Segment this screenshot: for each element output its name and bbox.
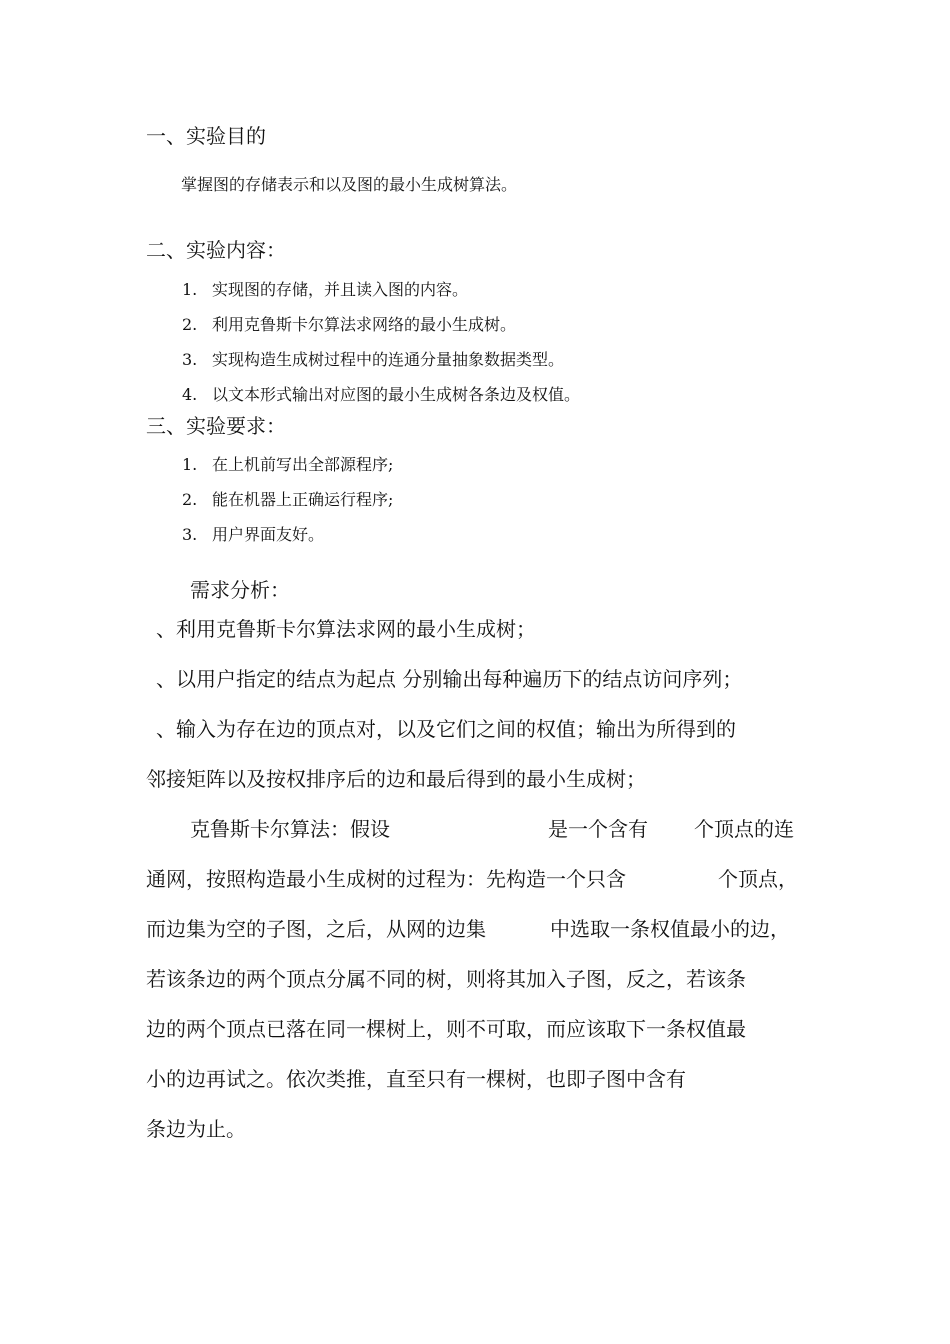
analysis-heading: 需求分析： (190, 578, 290, 602)
list-item (182, 455, 393, 475)
list-number: 4. (182, 385, 198, 404)
section-heading-content: 二、实验内容： (146, 238, 286, 262)
list-text: 利用克鲁斯卡尔算法求网络的最小生成树。 (212, 315, 517, 334)
analysis-line: 、利用克鲁斯卡尔算法求网的最小生成树； (156, 617, 536, 641)
kruskal-text: 条边为止。 (146, 1117, 246, 1141)
analysis-line: 、输入为存在边的顶点对，以及它们之间的权值；输出为所得到的 (156, 717, 736, 741)
list-text: 在上机前写出全部源程序; (212, 455, 394, 474)
kruskal-text: 克鲁斯卡尔算法：假设 (190, 817, 390, 841)
kruskal-text: 是一个含有 (548, 817, 648, 841)
section-heading-purpose: 一、实验目的 (146, 124, 266, 148)
analysis-line: 邻接矩阵以及按权排序后的边和最后得到的最小生成树； (146, 767, 646, 791)
list-number: 2. (182, 490, 198, 509)
list-number: 1. (182, 280, 198, 299)
list-text: 实现图的存储，并且读入图的内容。 (212, 280, 469, 299)
list-text: 以文本形式输出对应图的最小生成树各条边及权值。 (212, 385, 581, 404)
list-text: 用户界面友好。 (212, 525, 325, 544)
analysis-line: 、以用户指定的结点为起点 分别输出每种遍历下的结点访问序列； (156, 667, 743, 691)
kruskal-text: 而边集为空的子图，之后，从网的边集 (146, 917, 486, 941)
kruskal-text: 边的两个顶点已落在同一棵树上，则不可取，而应该取下一条权值最 (146, 1017, 746, 1041)
kruskal-text: 中选取一条权值最小的边， (550, 917, 790, 941)
list-number: 1. (182, 455, 198, 474)
kruskal-text: 若该条边的两个顶点分属不同的树，则将其加入子图，反之，若该条 (146, 967, 746, 991)
kruskal-text: 个顶点， (718, 867, 798, 891)
kruskal-text: 小的边再试之。依次类推，直至只有一棵树，也即子图中含有 (146, 1067, 686, 1091)
list-number: 3. (182, 525, 198, 544)
list-item (182, 315, 516, 335)
list-item (182, 385, 580, 405)
list-text: 能在机器上正确运行程序; (212, 490, 394, 509)
list-item (182, 350, 564, 370)
kruskal-text: 通网，按照构造最小生成树的过程为：先构造一个只含 (146, 867, 626, 891)
kruskal-text: 个顶点的连 (694, 817, 794, 841)
list-item (182, 525, 324, 545)
list-item (182, 490, 393, 510)
list-item (182, 280, 468, 300)
purpose-paragraph: 掌握图的存储表示和以及图的最小生成树算法。 (181, 175, 518, 194)
list-text: 实现构造生成树过程中的连通分量抽象数据类型。 (212, 350, 565, 369)
section-heading-requirements: 三、实验要求： (146, 414, 286, 438)
list-number: 2. (182, 315, 198, 334)
list-number: 3. (182, 350, 198, 369)
